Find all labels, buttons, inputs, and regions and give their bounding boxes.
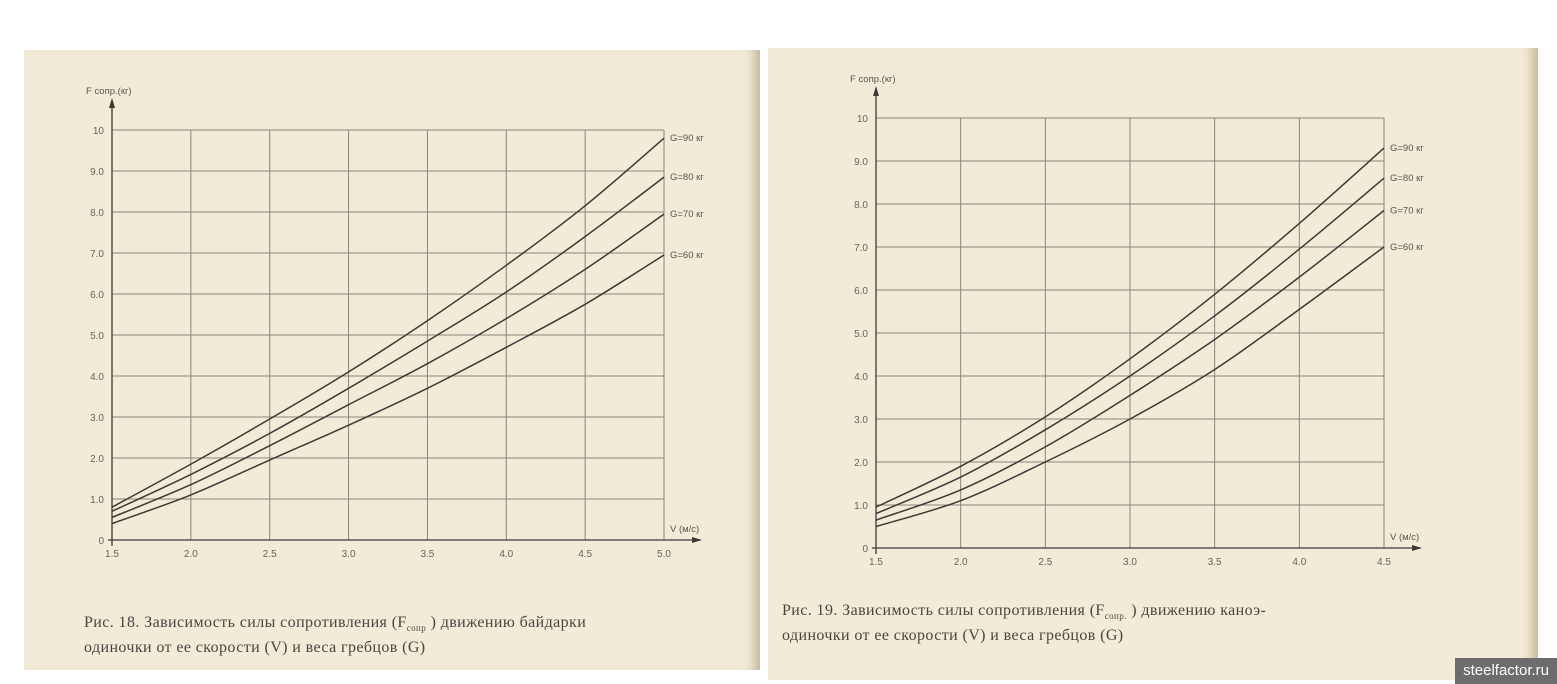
y-tick-label: 6.0 [90, 290, 104, 301]
y-tick-label: 0 [862, 544, 868, 555]
figure-18-caption-end: ) движению байдарки [430, 614, 587, 631]
x-tick-label: 3.5 [1207, 557, 1222, 568]
y-tick-label: 7.0 [90, 249, 104, 260]
figure-19-caption-sub: сопр. [1104, 611, 1127, 622]
figure-18-page [24, 50, 760, 670]
figure-19-caption-end: ) движению каноэ- [1131, 602, 1267, 619]
x-tick-label: 4.5 [1377, 557, 1391, 568]
x-tick-label: 3.0 [1123, 557, 1137, 568]
series-label: G=80 кг [670, 172, 704, 184]
figure-19-caption [782, 601, 1522, 646]
x-tick-label: 4.0 [1292, 557, 1307, 568]
x-tick-label: 1.5 [105, 549, 119, 560]
series-label: G=70 кг [670, 209, 704, 221]
series-label: G=90 кг [670, 133, 704, 145]
series-label: G=60 кг [1390, 242, 1424, 253]
y-tick-label: 3.0 [854, 415, 868, 426]
y-tick-label: 5.0 [854, 329, 868, 340]
series-line [112, 138, 664, 507]
x-tick-label: 2.5 [262, 549, 277, 560]
y-tick-label: 2.0 [854, 458, 868, 469]
x-tick-label: 5.0 [657, 549, 671, 560]
figure-18-number: Рис. 18. [84, 614, 140, 631]
x-tick-label: 3.0 [341, 549, 356, 560]
y-tick-label: 9.0 [854, 157, 868, 168]
y-tick-label: 7.0 [854, 243, 868, 254]
x-axis-arrow [1412, 545, 1422, 551]
x-axis-arrow [692, 537, 702, 543]
series-label: G=80 кг [1390, 173, 1424, 185]
y-axis-label: F сопр.(кг) [86, 86, 132, 97]
y-axis-arrow [873, 86, 879, 96]
figure-19-chart [768, 48, 1538, 598]
y-tick-label: 10 [92, 126, 104, 137]
y-tick-label: 4.0 [854, 372, 868, 383]
y-tick-label: 3.0 [90, 413, 104, 424]
y-tick-label: 9.0 [90, 167, 104, 178]
series-label: G=60 кг [670, 250, 704, 262]
figure-18-caption-sub: сопр [406, 623, 427, 634]
series-label: G=70 кг [1390, 205, 1424, 217]
figure-19-number: Рис. 19. [782, 602, 838, 619]
y-tick-label: 2.0 [90, 454, 104, 465]
figure-19-caption-line2: одиночки от ее скорости (V) и веса гребцов (G) [782, 627, 1124, 645]
figure-19-page [768, 48, 1538, 680]
y-tick-label: 0 [98, 536, 104, 547]
watermark-label: steelfactor.ru [1455, 658, 1557, 684]
y-tick-label: 5.0 [90, 331, 104, 342]
figure-18-chart [24, 50, 760, 610]
x-tick-label: 3.5 [420, 549, 435, 560]
series-label: G=90 кг [1390, 143, 1424, 155]
figure-19-caption-text: Зависимость силы сопротивления (F [842, 602, 1105, 619]
y-tick-label: 1.0 [90, 495, 104, 506]
y-tick-label: 8.0 [854, 200, 868, 211]
y-axis-label: F сопр.(кг) [850, 74, 896, 85]
y-tick-label: 1.0 [854, 501, 868, 512]
y-axis-arrow [109, 98, 115, 108]
x-axis-label: V (м/с) [670, 524, 700, 535]
x-tick-label: 2.0 [183, 549, 198, 560]
figure-18-caption [84, 613, 754, 658]
x-tick-label: 4.0 [499, 549, 514, 560]
y-tick-label: 10 [856, 114, 868, 125]
x-tick-label: 2.0 [953, 557, 968, 568]
x-tick-label: 2.5 [1038, 557, 1053, 568]
x-tick-label: 4.5 [578, 549, 593, 560]
y-tick-label: 6.0 [854, 286, 868, 297]
y-tick-label: 4.0 [90, 372, 104, 383]
x-tick-label: 1.5 [869, 557, 883, 568]
figure-18-caption-text: Зависимость силы сопротивления (F [144, 614, 407, 631]
y-tick-label: 8.0 [90, 208, 104, 219]
x-axis-label: V (м/с) [1390, 532, 1420, 543]
figure-18-caption-line2: одиночки от ее скорости (V) и веса гребцов (G) [84, 639, 426, 657]
